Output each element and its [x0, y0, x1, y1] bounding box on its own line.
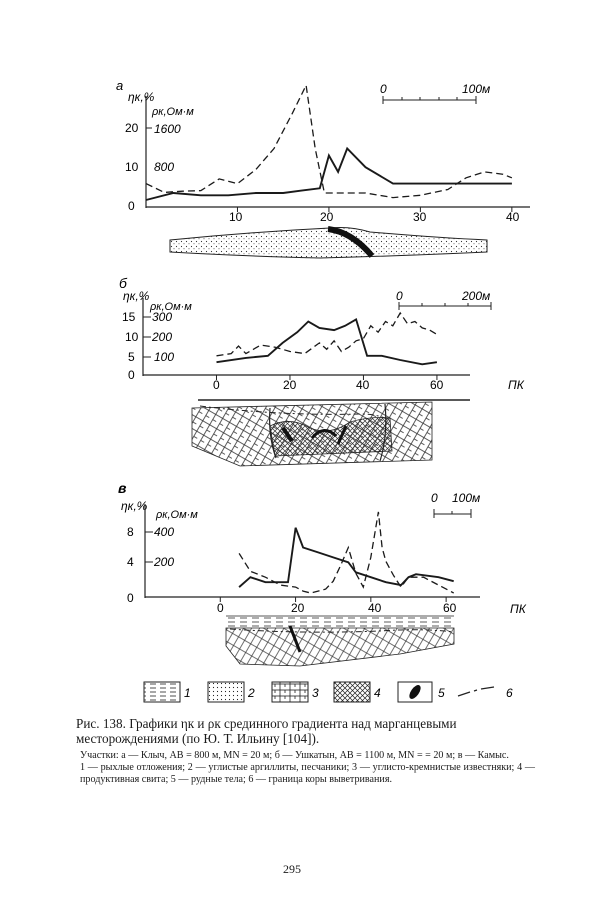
geologic-section — [170, 228, 487, 259]
rho-tick: 1600 — [154, 122, 181, 136]
chart-panel-a — [0, 80, 603, 265]
scale-end: 100м — [452, 491, 481, 505]
scale-bar — [431, 491, 480, 518]
panel-letter: а — [116, 80, 124, 93]
x-tick-label: 30 — [413, 210, 427, 224]
x-tick-label: 40 — [506, 210, 520, 224]
chart-panel-b — [0, 276, 603, 476]
panel-letter: в — [118, 480, 127, 496]
svg-text:4: 4 — [374, 686, 381, 700]
caption-text: Графики ηк и ρк срединного градиента над марганцевыми месторождениями (по Ю. Т. Ильину [104]). — [76, 716, 457, 746]
series-line-rho — [146, 85, 512, 197]
x-unit: ПК — [510, 602, 526, 616]
svg-text:1: 1 — [184, 686, 191, 700]
eta-tick: 4 — [127, 555, 134, 569]
geologic-section — [192, 400, 470, 466]
page-number: 295 — [283, 862, 301, 876]
legend — [140, 678, 540, 708]
eta-axis-label: ηк,% — [123, 289, 150, 303]
series-line-eta — [239, 528, 454, 587]
scale-bar — [396, 289, 491, 310]
rho-tick: 200 — [154, 555, 175, 569]
eta-tick: 8 — [127, 525, 134, 539]
x-tick-label: 60 — [430, 378, 444, 392]
x-ticks — [237, 207, 511, 212]
rho-tick: 200 — [152, 330, 173, 344]
eta-tick: 5 — [128, 350, 135, 364]
legend-item-2 — [208, 682, 255, 702]
svg-text:3: 3 — [312, 686, 319, 700]
x-tick-label: 0 — [217, 601, 224, 615]
legend-item-3 — [272, 682, 319, 702]
scale-start: 0 — [380, 82, 387, 96]
eta-tick: 15 — [122, 310, 136, 324]
eta-tick: 0 — [128, 368, 135, 382]
series-line-rho — [239, 512, 454, 593]
x-tick-label: 0 — [213, 378, 220, 392]
panel-letter: б — [119, 276, 127, 291]
legend-item-6 — [458, 686, 513, 700]
x-tick-label: 40 — [368, 601, 382, 615]
series-group — [217, 313, 437, 364]
x-tick-label: 60 — [443, 601, 457, 615]
eta-axis-label: ηк,% — [128, 90, 155, 104]
x-tick-label: 20 — [291, 601, 305, 615]
series-line-rho — [217, 313, 437, 356]
rho-tick: 100 — [154, 350, 175, 364]
caption-label: Рис. 138. — [76, 716, 126, 731]
scale-bar — [380, 82, 490, 104]
x-tick-label: 10 — [229, 210, 243, 224]
series-line-eta — [146, 149, 512, 201]
scale-start: 0 — [431, 491, 438, 505]
notes-sites: Участки: а — Клыч, AB = 800 м, MN = 20 м; б — Ушкатын, AB = 1100 м, MN = = 20 м; в — Камыс. — [80, 750, 509, 761]
scale-end: 100м — [462, 82, 491, 96]
x-unit: ПК — [508, 378, 524, 392]
x-ticks — [216, 375, 436, 380]
chart-panel-c — [0, 476, 603, 676]
legend-item-4 — [334, 682, 381, 702]
x-tick-label: 20 — [283, 378, 297, 392]
rho-tick: 300 — [152, 310, 173, 324]
x-tick-label: 40 — [356, 378, 370, 392]
rho-axis-label: ρк,Ом·м — [150, 301, 192, 313]
x-tick-label: 20 — [320, 210, 334, 224]
svg-text:6: 6 — [506, 686, 513, 700]
geologic-section — [226, 616, 454, 666]
legend-item-5 — [398, 682, 445, 702]
rho-axis-label: ρк,Ом·м — [156, 509, 198, 521]
eta-tick: 0 — [127, 591, 134, 605]
eta-axis-label: ηк,% — [121, 499, 148, 513]
series-group — [239, 512, 454, 593]
rho-tick: 800 — [154, 160, 175, 174]
eta-tick: 10 — [125, 160, 139, 174]
svg-text:5: 5 — [438, 686, 445, 700]
figure-notes — [80, 750, 535, 786]
eta-tick: 0 — [128, 199, 135, 213]
scale-end: 200м — [462, 289, 491, 303]
svg-text:2: 2 — [248, 686, 255, 700]
figure-caption — [76, 716, 538, 746]
eta-tick: 20 — [125, 121, 139, 135]
series-line-eta — [217, 319, 437, 364]
x-ticks — [220, 597, 446, 602]
rho-axis-label: ρк,Ом·м — [152, 106, 194, 118]
notes-legend: 1 — рыхлые отложения; 2 — углистые аргиллиты, песчаники; 3 — углисто-кремнистые известняки; 4 — продуктивная свита; 5 — рудные тела; 6 — граница коры выветривания. — [80, 762, 535, 785]
eta-tick: 10 — [125, 330, 139, 344]
rho-tick: 400 — [154, 525, 175, 539]
scale-start: 0 — [396, 289, 403, 303]
legend-item-1 — [144, 682, 191, 702]
series-group — [146, 85, 512, 200]
